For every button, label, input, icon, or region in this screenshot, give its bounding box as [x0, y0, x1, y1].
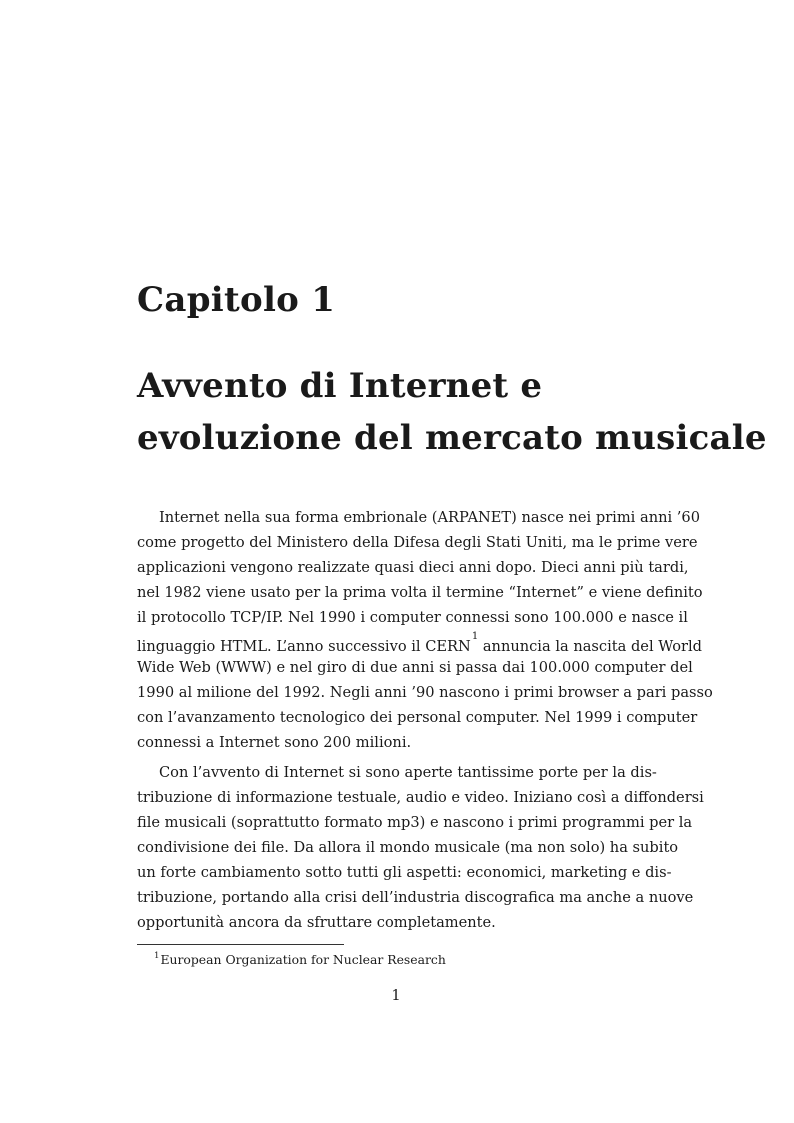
text-line: tribuzione, portando alla crisi dell’industria discografica ma anche a nuove: [137, 889, 694, 906]
text-line-with-footnote: [137, 630, 703, 655]
chapter-title: [137, 360, 767, 464]
page-number: 1: [391, 987, 401, 1004]
text-line: tribuzione di informazione testuale, audio e video. Iniziano così a diffondersi: [137, 789, 704, 806]
text-segment: linguaggio HTML. L’anno successivo il CERN: [137, 637, 471, 655]
text-line: Wide Web (WWW) e nel giro di due anni si passa dai 100.000 computer del: [137, 659, 693, 676]
footnote-text: European Organization for Nuclear Research: [160, 952, 446, 968]
chapter-title-line-1: Avvento di Internet e: [137, 366, 543, 406]
chapter-title-line-2: evoluzione del mercato musicale: [137, 418, 767, 458]
text-line: Internet nella sua forma embrionale (ARPANET) nasce nei primi anni ’60: [159, 509, 701, 526]
footnote-divider: [137, 944, 344, 945]
text-line: opportunità ancora da sfruttare completamente.: [137, 914, 496, 931]
text-line: file musicali (soprattutto formato mp3) e nascono i primi programmi per la: [137, 814, 693, 831]
text-line: connessi a Internet sono 200 milioni.: [137, 734, 412, 751]
footnote: [154, 947, 446, 970]
text-line: 1990 al milione del 1992. Negli anni ’90 nascono i primi browser a pari passo: [137, 684, 713, 701]
text-line: un forte cambiamento sotto tutti gli aspetti: economici, marketing e dis-: [137, 864, 672, 881]
text-line: applicazioni vengono realizzate quasi dieci anni dopo. Dieci anni più tardi,: [137, 559, 689, 576]
text-line: come progetto del Ministero della Difesa degli Stati Uniti, ma le prime vere: [137, 534, 698, 551]
footnote-reference[interactable]: 1: [471, 631, 479, 642]
text-line: Con l’avvento di Internet si sono aperte tantissime porte per la dis-: [159, 764, 657, 781]
text-line: condivisione dei file. Da allora il mondo musicale (ma non solo) ha subito: [137, 839, 679, 856]
footnote-mark: 1: [154, 951, 160, 961]
chapter-label: Capitolo 1: [137, 280, 336, 320]
text-line: nel 1982 viene usato per la prima volta il termine “Internet” e viene definito: [137, 584, 703, 601]
text-line: il protocollo TCP/IP. Nel 1990 i computer connessi sono 100.000 e nasce il: [137, 609, 688, 626]
text-line: con l’avanzamento tecnologico dei personal computer. Nel 1999 i computer: [137, 709, 698, 726]
text-segment: annuncia la nascita del World: [478, 637, 703, 655]
